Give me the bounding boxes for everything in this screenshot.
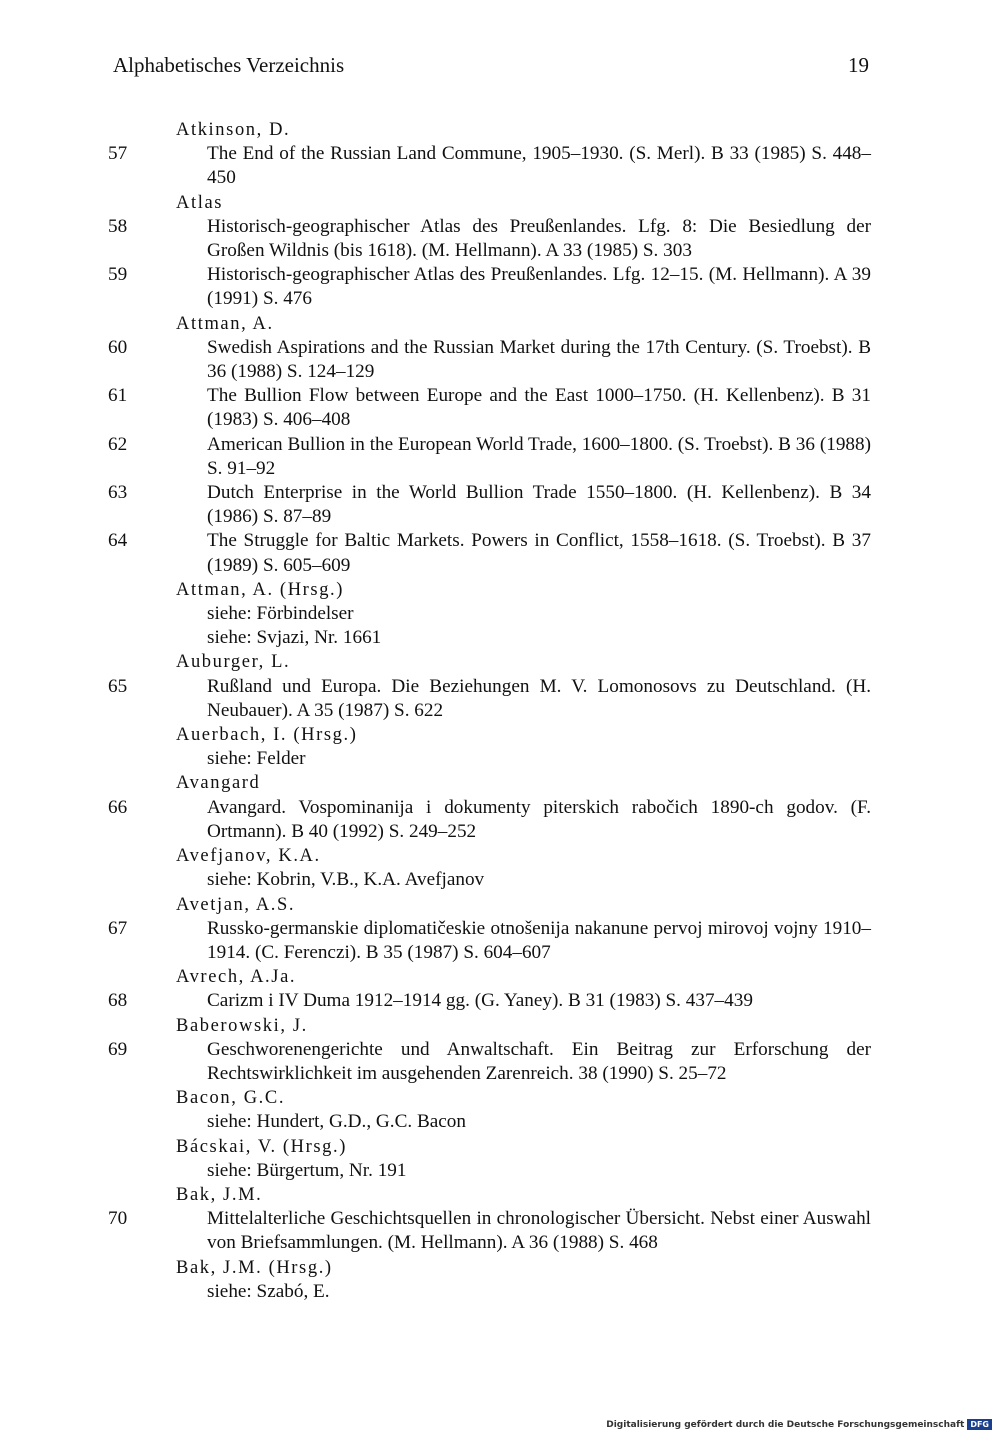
entry-number: 58 — [108, 215, 128, 237]
author-heading: Bak, J.M. — [176, 1184, 263, 1205]
cross-reference: siehe: Svjazi, Nr. 1661 — [207, 627, 382, 649]
entry-number: 68 — [108, 990, 128, 1012]
cross-reference: siehe: Szabó, E. — [207, 1280, 330, 1302]
author-heading: Auerbach, I. (Hrsg.) — [176, 725, 358, 746]
page-number: 19 — [848, 53, 869, 77]
entry-number: 70 — [108, 1208, 128, 1230]
entry-text: Historisch-geographischer Atlas des Preußenlandes. Lfg. 8: Die Besiedlung der Großen Wildnis (bis 1618). (M. Hellmann). A 33 (1985) S. 303 — [207, 215, 871, 262]
entry-text: Historisch-geographischer Atlas des Preußenlandes. Lfg. 12–15. (M. Hellmann). A 39 (1991) S. 476 — [207, 264, 871, 310]
entry-number: 69 — [108, 1038, 128, 1060]
author-heading: Bacon, G.C. — [176, 1088, 286, 1109]
entry-text: Swedish Aspirations and the Russian Market during the 17th Century. (S. Troebst). B 36 (1988) S. 124–129 — [207, 336, 871, 383]
dfg-logo-icon: DFG — [967, 1419, 992, 1430]
cross-reference: siehe: Förbindelser — [207, 603, 354, 625]
author-heading: Baberowski, J. — [176, 1015, 308, 1036]
cross-reference: siehe: Hundert, G.D., G.C. Bacon — [207, 1111, 466, 1133]
author-heading: Attman, A. — [176, 313, 274, 334]
bibliography-entry — [108, 384, 871, 432]
entry-number: 63 — [108, 482, 128, 504]
bibliography-entry — [108, 263, 871, 311]
bibliography-entry — [108, 433, 871, 481]
running-title: Alphabetisches Verzeichnis — [113, 53, 345, 77]
entry-number: 61 — [108, 385, 128, 407]
bibliography-entry — [108, 796, 871, 844]
bibliography-entry — [108, 336, 871, 384]
entry-text: Carizm i IV Duma 1912–1914 gg. (G. Yaney). B 31 (1983) S. 437–439 — [207, 990, 753, 1012]
author-heading: Auburger, L. — [176, 652, 291, 673]
index-entries — [108, 118, 871, 1304]
entry-text: The Struggle for Baltic Markets. Powers in Conflict, 1558–1618. (S. Troebst). B 37 (1989) S. 605–609 — [207, 530, 871, 576]
bibliography-entry — [108, 529, 871, 577]
author-heading: Attman, A. (Hrsg.) — [176, 579, 345, 600]
entry-text: Mittelalterliche Geschichtsquellen in chronologischer Übersicht. Nebst einer Auswahl von Briefsammlungen. (M. Hellmann). A 36 (1988) S. 468 — [207, 1208, 871, 1254]
author-heading: Avefjanov, K.A. — [176, 846, 321, 867]
entry-text: American Bullion in the European World Trade, 1600–1800. (S. Troebst). B 36 (1988) S. 91–92 — [207, 433, 871, 479]
entry-text: The End of the Russian Land Commune, 1905–1930. (S. Merl). B 33 (1985) S. 448–450 — [207, 143, 871, 189]
bibliography-entry — [108, 989, 871, 1013]
author-heading: Avangard — [176, 773, 261, 794]
author-heading: Atlas — [176, 192, 224, 213]
bibliography-entry — [108, 675, 871, 723]
cross-reference: siehe: Bürgertum, Nr. 191 — [207, 1159, 407, 1181]
entry-number: 59 — [108, 264, 128, 286]
entry-number: 57 — [108, 143, 128, 165]
bibliography-entry — [108, 215, 871, 263]
entry-text: Avangard. Vospominanija i dokumenty piterskich rabočich 1890-ch godov. (F. Ortmann). B 40 (1992) S. 249–252 — [207, 796, 871, 842]
cross-reference: siehe: Felder — [207, 748, 306, 770]
entry-text: Geschworenengerichte und Anwaltschaft. Ein Beitrag zur Erforschung der Rechtswirklichkeit im ausgehenden Zarenreich. 38 (1990) S. 25–72 — [207, 1038, 871, 1084]
author-heading: Avrech, A.Ja. — [176, 967, 297, 988]
bibliography-entry — [108, 481, 871, 529]
footer-text: Digitalisierung gefördert durch die Deutsche Forschungsgemeinschaft — [606, 1419, 965, 1430]
entry-text: Russko-germanskie diplomatičeskie otnošenija nakanune pervoj mirovoj vojny 1910–1914. (C. Ferenczi). B 35 (1987) S. 604–607 — [207, 917, 871, 963]
bibliography-entry — [108, 1038, 871, 1086]
author-heading: Bácskai, V. (Hrsg.) — [176, 1136, 348, 1157]
footer-credit — [606, 1419, 992, 1430]
entry-number: 65 — [108, 675, 128, 697]
author-heading: Atkinson, D. — [176, 120, 291, 140]
entry-number: 66 — [108, 796, 128, 818]
entry-number: 64 — [108, 530, 128, 552]
author-heading: Avetjan, A.S. — [176, 894, 296, 915]
entry-text: Rußland und Europa. Die Beziehungen M. V. Lomonosovs zu Deutschland. (H. Neubauer). A 35 (1987) S. 622 — [207, 675, 871, 721]
bibliography-entry — [108, 917, 871, 965]
entry-text: The Bullion Flow between Europe and the East 1000–1750. (H. Kellenbenz). B 31 (1983) S. 406–408 — [207, 385, 871, 431]
bibliography-entry — [108, 1207, 871, 1255]
author-heading: Bak, J.M. (Hrsg.) — [176, 1257, 333, 1278]
entry-number: 60 — [108, 336, 128, 358]
entry-text: Dutch Enterprise in the World Bullion Trade 1550–1800. (H. Kellenbenz). B 34 (1986) S. 87–89 — [207, 482, 871, 528]
entry-number: 62 — [108, 433, 128, 455]
entry-number: 67 — [108, 917, 128, 939]
bibliography-entry — [108, 142, 871, 190]
cross-reference: siehe: Kobrin, V.B., K.A. Avefjanov — [207, 869, 485, 891]
